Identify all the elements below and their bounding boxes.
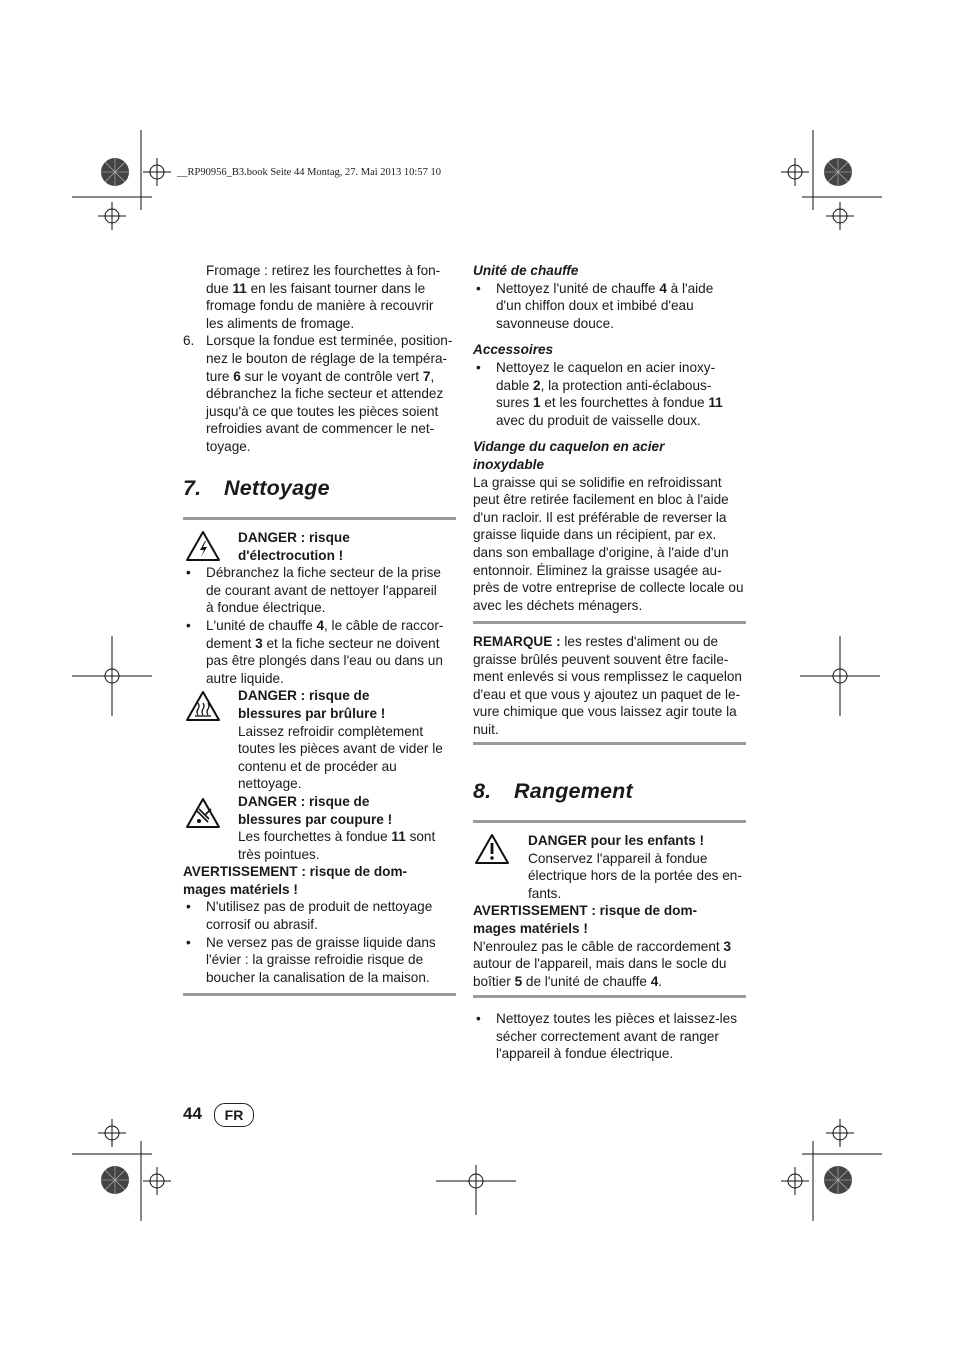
list-item: • L'unité de chauffe 4, le câble de raccor- dement 3 et la fiche secteur ne doivent pas être plongés dans l'eau ou dans un autre liquide. bbox=[186, 617, 444, 686]
print-header: __RP90956_B3.book Seite 44 Montag, 27. Mai 2013 10:57 10 bbox=[177, 167, 441, 178]
right-column bbox=[473, 262, 748, 614]
language-badge: FR bbox=[214, 1103, 254, 1127]
step-6 bbox=[183, 332, 458, 455]
text-line: Lorsque la fondue est terminée, position- bbox=[206, 333, 453, 349]
text-line: nez le bouton de réglage de la tempéra- bbox=[206, 350, 448, 366]
vidange-paragraph: La graisse qui se solidifie en refroidissant peut être retirée facilement en bloc à l'aide d'un racloir. Il est préférable de reverser la graisse liquide dans un récipient, par ex. dans son emballage d'origine, à l'aide d'un entonnoir. Éliminez la graisse usagée au- près de votre entreprise de collecte locale ou avec les déchets ménagers. bbox=[473, 474, 744, 613]
list-item: • Nettoyez toutes les pièces et laissez-les sécher correctement avant de ranger l'appareil à fondue électrique. bbox=[476, 1011, 738, 1062]
section-rule bbox=[473, 820, 746, 823]
remarque-block: REMARQUE : les restes d'aliment ou de graisse brûlés peuvent souvent être facile- ment enlevés si vous remplissez le caquelon d'eau et que vous y ajoutez un paquet de le- vure chimique que vous laissez agir toute la nuit. bbox=[473, 634, 742, 737]
danger-burn-block: DANGER : risque de blessures par brûlure ! Laissez refroidir complètement toutes les pièces avant de vider le contenu et de procéder au nettoyage. bbox=[238, 688, 443, 792]
text-line: due 11 en les faisant tourner dans le bbox=[206, 280, 426, 296]
text-line: débranchez la fiche secteur et attendez bbox=[206, 386, 444, 402]
section-rule bbox=[183, 993, 456, 996]
subheading-vidange: Vidange du caquelon en acier inoxydable bbox=[473, 439, 665, 472]
list-item: • Nettoyez l'unité de chauffe 4 à l'aide d'un chiffon doux et imbibé d'eau savonneuse douce. bbox=[476, 280, 714, 331]
text-line: Fromage : retirez les fourchettes à fon- bbox=[206, 263, 441, 278]
page-number: 44 bbox=[183, 1104, 202, 1123]
list-item: • Débranchez la fiche secteur de la prise de courant avant de nettoyer l'appareil à fondue électrique. bbox=[186, 565, 441, 616]
left-column-lower bbox=[183, 529, 458, 986]
section-7-heading: 7. Nettoyage bbox=[183, 476, 330, 500]
danger-electrocution-title: DANGER : risque d'électrocution ! bbox=[238, 530, 350, 563]
text-line: ture 6 sur le voyant de contrôle vert 7, bbox=[206, 368, 435, 384]
warning-material-damage: AVERTISSEMENT : risque de dom- mages matériels ! bbox=[183, 864, 408, 897]
text-line: fromage fondu de manière à recouvrir bbox=[206, 298, 434, 314]
final-bullet bbox=[473, 1010, 748, 1063]
subheading-unite: Unité de chauffe bbox=[473, 263, 579, 278]
cable-paragraph: N'enroulez pas le câble de raccordement 3 autour de l'appareil, mais dans le socle du boîtier 5 de l'unité de chauffe 4. bbox=[473, 938, 732, 989]
text-line: jusqu'à ce que toutes les pièces soient bbox=[206, 403, 439, 419]
list-item: • N'utilisez pas de produit de nettoyage corrosif ou abrasif. bbox=[186, 899, 433, 933]
section-rule bbox=[183, 517, 456, 520]
list-item: • Ne versez pas de graisse liquide dans l'évier : la graisse refroidie risque de boucher la canalisation de la maison. bbox=[186, 934, 436, 985]
text-line: toyage. bbox=[206, 438, 251, 454]
danger-cut-block: DANGER : risque de blessures par coupure ! Les fourchettes à fondue 11 sont très pointues. bbox=[238, 793, 436, 862]
section-rule bbox=[473, 621, 746, 624]
section-8-heading: 8. Rangement bbox=[473, 779, 633, 803]
step-5-continuation bbox=[183, 262, 458, 332]
rangement-block bbox=[473, 832, 748, 990]
text-line: refroidies avant de commencer le net- bbox=[206, 421, 435, 437]
list-item: • Nettoyez le caquelon en acier inoxy- dable 2, la protection anti-éclabous- sures 1 et les fourchettes à fondue 11 avec du produit de vaisselle doux. bbox=[476, 359, 723, 428]
warning-material-damage-2: AVERTISSEMENT : risque de dom- mages matériels ! bbox=[473, 903, 698, 936]
section-rule bbox=[473, 742, 746, 745]
text-line: les aliments de fromage. bbox=[206, 315, 355, 331]
section-rule bbox=[473, 995, 746, 998]
subheading-accessoires: Accessoires bbox=[473, 342, 554, 358]
left-column bbox=[183, 262, 458, 456]
step-number: 6. bbox=[183, 333, 195, 349]
danger-children-block: DANGER pour les enfants ! Conservez l'appareil à fondue électrique hors de la portée des en- fants. bbox=[528, 833, 742, 901]
